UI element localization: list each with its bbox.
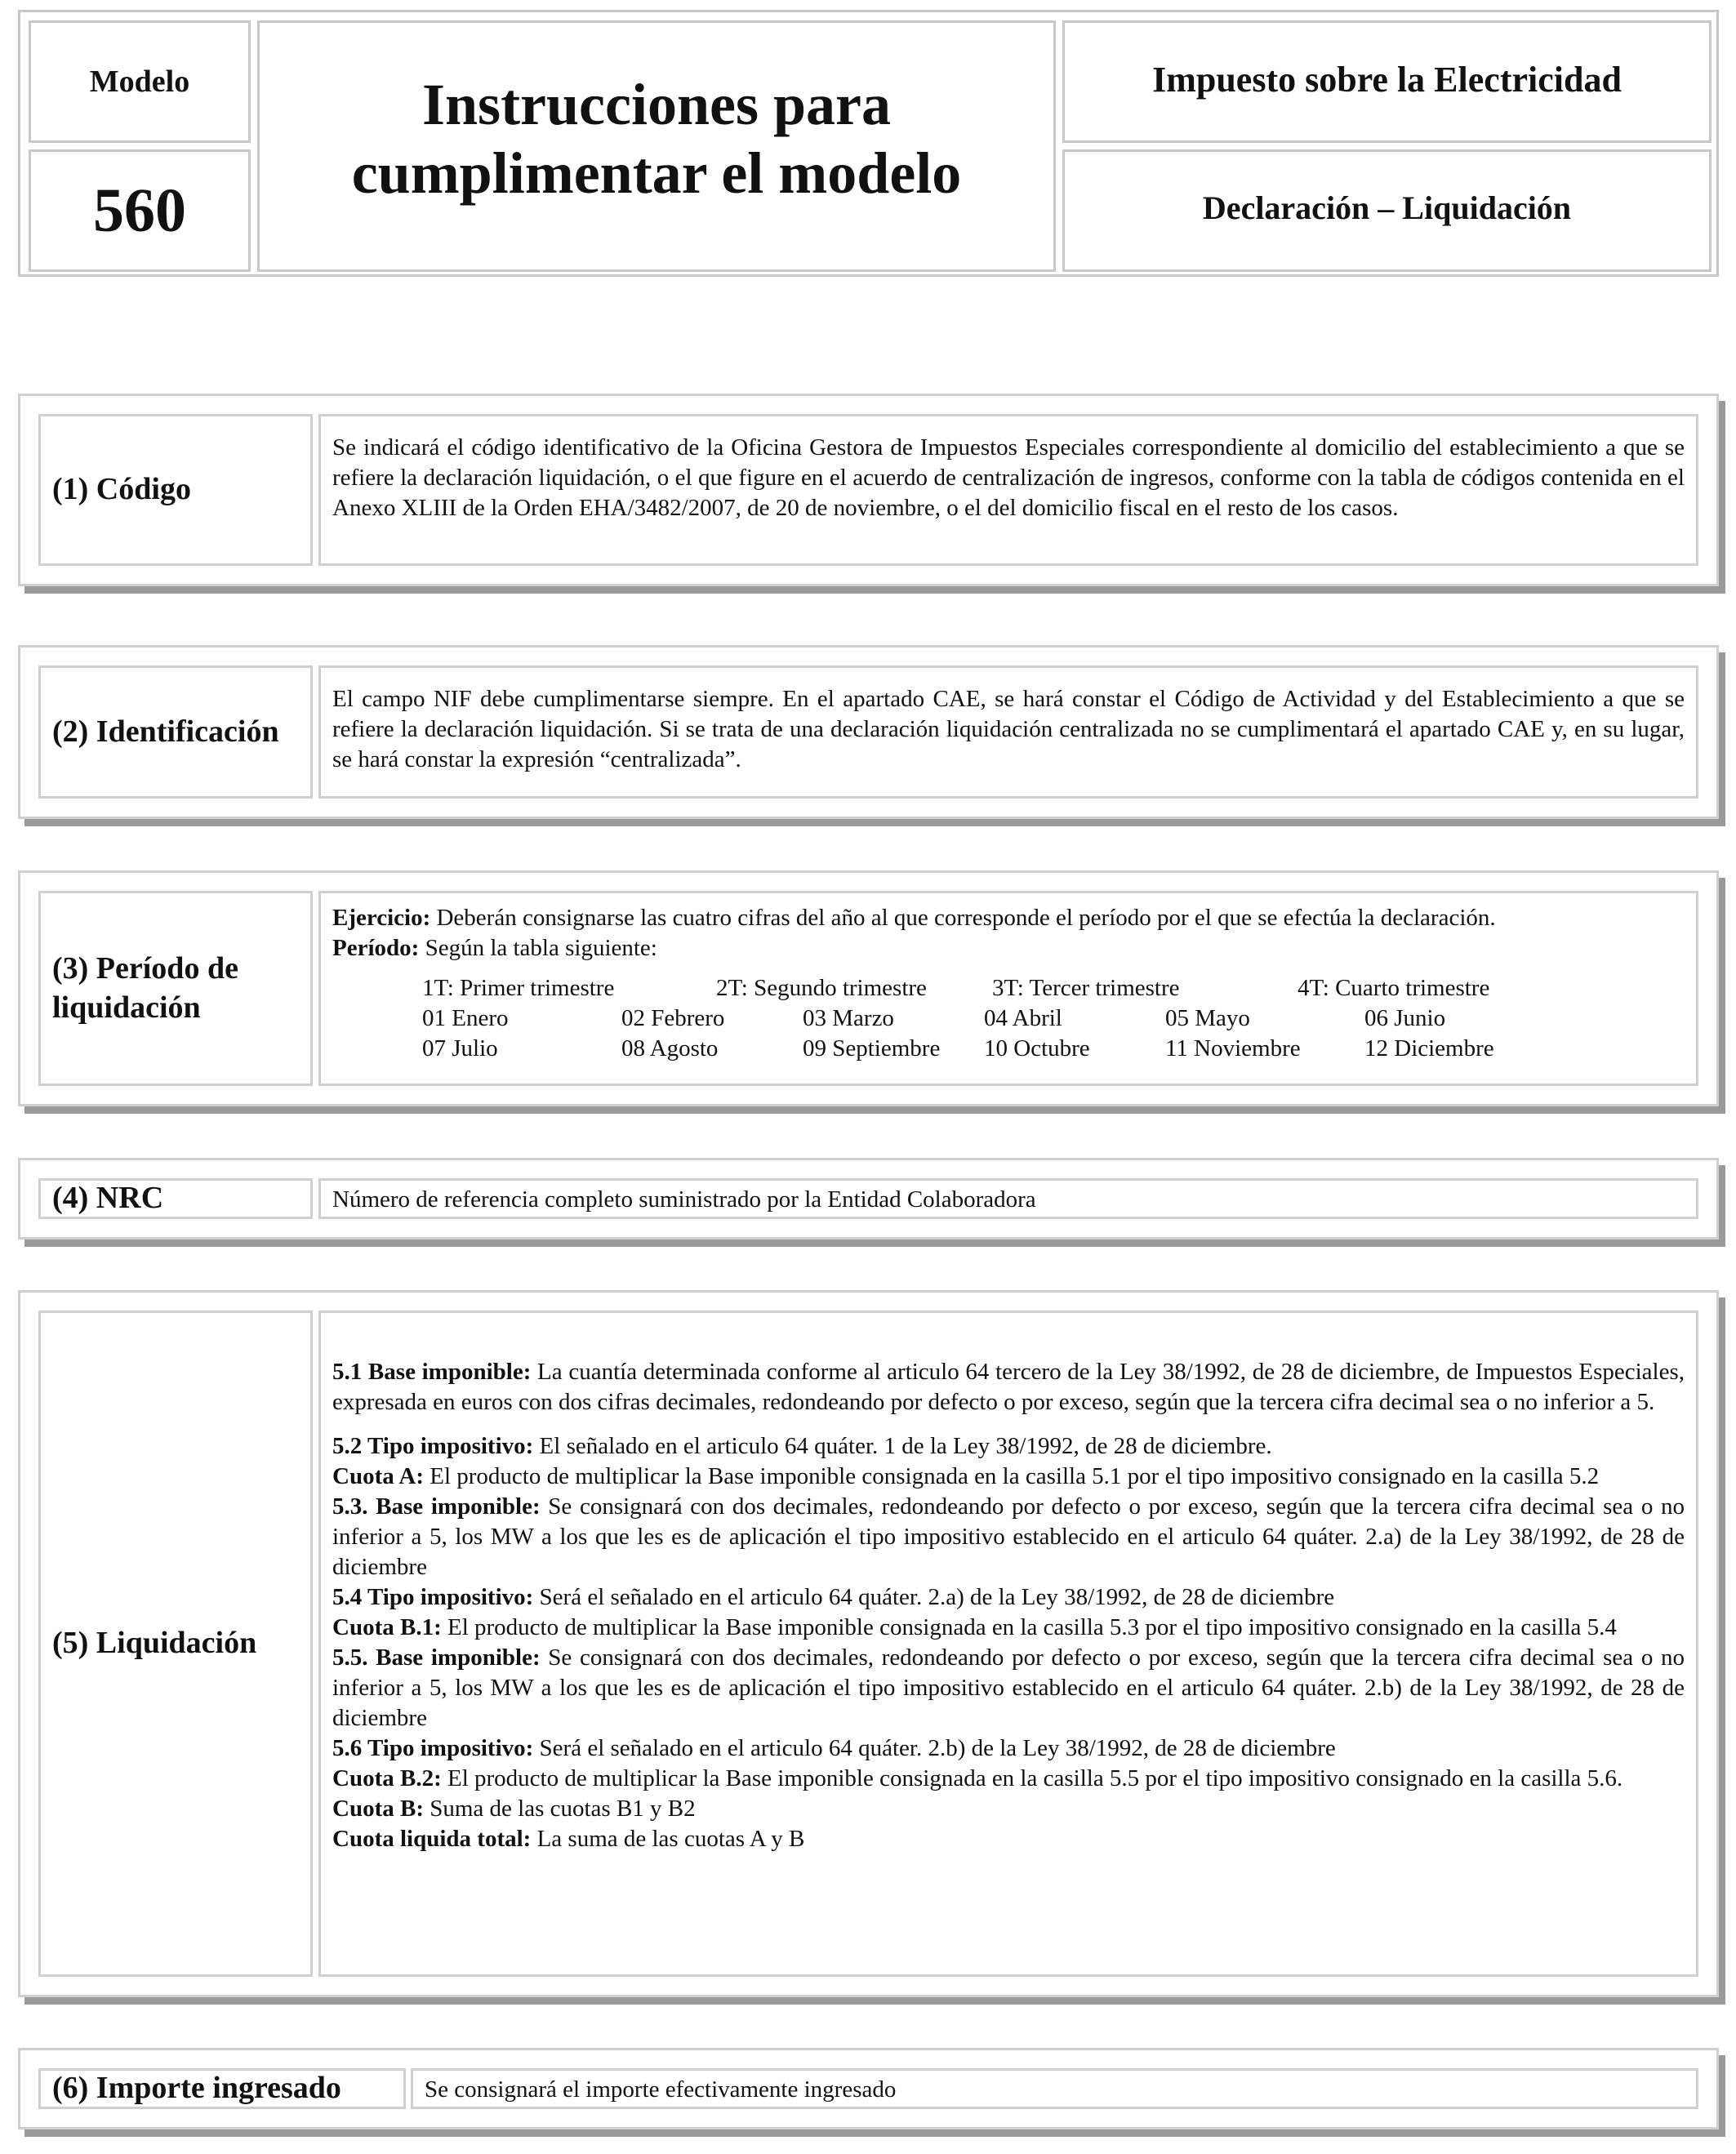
- period-quarter: 4T: Cuarto trimestre: [1298, 975, 1490, 1001]
- quarters-row: [422, 973, 1685, 1004]
- desc: Suma de las cuotas B1 y B2: [423, 1796, 696, 1822]
- section-label: [38, 891, 313, 1086]
- document-title: [257, 20, 1056, 272]
- ejercicio-desc: Deberán consignarse las cuatro cifras del año al que corresponde el período por el que se efectúa la declaración.: [430, 905, 1496, 931]
- desc: El producto de multiplicar la Base imponible consignada en la casilla 5.3 por el tipo impositivo consignado en la casilla 5.4: [441, 1614, 1617, 1640]
- section-text: El campo NIF debe cumplimentarse siempre. En el apartado CAE, se hará constar el Código de Actividad y del Establecimiento a que se refiere la declaración liquidación. Si se trata de una declaración liquidación centralizada no se cumplimentará el apartado CAE y, en su lugar, se hará constar la expresión “centralizada”.: [318, 665, 1698, 799]
- period-month: 07 Julio: [422, 1035, 498, 1061]
- section-text: Número de referencia completo suministrado por la Entidad Colaboradora: [318, 1178, 1698, 1219]
- months-row: [422, 1004, 1685, 1034]
- period-month: 12 Diciembre: [1364, 1035, 1494, 1061]
- form-header: [18, 10, 1719, 277]
- cuota-a: [332, 1462, 1685, 1492]
- tipo-impositivo-5-2: [332, 1431, 1685, 1462]
- modelo-number: 560: [29, 149, 251, 272]
- section-importe-ingresado: [18, 2048, 1719, 2130]
- term: 5.6 Tipo impositivo:: [332, 1735, 534, 1761]
- term: 5.1 Base imponible:: [332, 1359, 532, 1385]
- period-month: 04 Abril: [984, 1005, 1062, 1031]
- section-label: (2) Identificación: [38, 665, 313, 799]
- section-text: [318, 891, 1698, 1086]
- ejercicio-line: [332, 903, 1685, 933]
- base-imponible-5-5: [332, 1643, 1685, 1733]
- period-month: 02 Febrero: [621, 1005, 725, 1031]
- period-month: 05 Mayo: [1165, 1005, 1250, 1031]
- cuota-liquida-total: [332, 1824, 1685, 1854]
- term: 5.2 Tipo impositivo:: [332, 1433, 534, 1459]
- desc: El señalado en el articulo 64 quáter. 1 de la Ley 38/1992, de 28 de diciembre.: [533, 1433, 1272, 1459]
- period-month: 09 Septiembre: [803, 1035, 941, 1061]
- tipo-impositivo-5-4: [332, 1582, 1685, 1613]
- desc: Se consignará con dos decimales, redondeando por defecto o por exceso, según que la tercera cifra decimal sea o no inferior a 5, los MW a los que les es de aplicación el tipo impositivo establecido en el articulo 64 quáter. 2.b) de la Ley 38/1992, de 28 de diciembre: [332, 1644, 1685, 1731]
- modelo-label: Modelo: [29, 20, 251, 143]
- period-quarter: 3T: Tercer trimestre: [992, 975, 1180, 1001]
- desc: Será el señalado en el articulo 64 quáter. 2.a) de la Ley 38/1992, de 28 de diciembre: [533, 1584, 1335, 1610]
- term: Cuota B.2:: [332, 1765, 442, 1791]
- label-line-2: liquidación: [52, 990, 201, 1025]
- months-row: [422, 1034, 1685, 1064]
- term: Cuota A:: [332, 1463, 424, 1489]
- desc: El producto de multiplicar la Base imponible consignada en la casilla 5.5 por el tipo impositivo consignado en la casilla 5.6.: [441, 1765, 1623, 1791]
- term: 5.5. Base imponible:: [332, 1644, 541, 1671]
- title-line-1: Instrucciones para: [421, 71, 891, 137]
- period-month: 08 Agosto: [621, 1035, 719, 1061]
- label-line-1: (3) Período de: [52, 951, 238, 986]
- desc: La cuantía determinada conforme al articulo 64 tercero de la Ley 38/1992, de 28 de diciembre, de Impuestos Especiales, expresada en euros con dos cifras decimales, redondeando por defecto o por exceso, según que la tercera cifra decimal sea o no inferior a 5.: [332, 1359, 1685, 1415]
- period-month: 03 Marzo: [803, 1005, 894, 1031]
- periodo-line: [332, 933, 1685, 964]
- section-label: (6) Importe ingresado: [38, 2068, 406, 2109]
- period-month: 10 Octubre: [984, 1035, 1090, 1061]
- ejercicio-term: Ejercicio:: [332, 905, 431, 931]
- section-label: (4) NRC: [38, 1178, 313, 1219]
- period-table: [422, 973, 1685, 1064]
- section-text: [318, 1311, 1698, 1977]
- tax-name: Impuesto sobre la Electricidad: [1062, 20, 1712, 143]
- section-liquidacion: [18, 1290, 1719, 1997]
- period-month: 11 Noviembre: [1165, 1035, 1301, 1061]
- term: Cuota liquida total:: [332, 1826, 532, 1852]
- section-codigo: [18, 394, 1719, 586]
- base-imponible-5-1: [332, 1357, 1685, 1417]
- section-identificacion: [18, 645, 1719, 819]
- term: Cuota B.1:: [332, 1614, 442, 1640]
- form-type: Declaración – Liquidación: [1062, 149, 1712, 272]
- cuota-b1: [332, 1613, 1685, 1643]
- periodo-term: Período:: [332, 935, 420, 961]
- title-line-2: cumplimentar el modelo: [351, 140, 962, 206]
- period-quarter: 2T: Segundo trimestre: [716, 975, 927, 1001]
- period-month: 06 Junio: [1364, 1005, 1446, 1031]
- term: Cuota B:: [332, 1796, 424, 1822]
- section-label: (5) Liquidación: [38, 1311, 313, 1977]
- tipo-impositivo-5-6: [332, 1733, 1685, 1764]
- section-label: (1) Código: [38, 414, 313, 566]
- period-quarter: 1T: Primer trimestre: [422, 975, 615, 1001]
- base-imponible-5-3: [332, 1492, 1685, 1582]
- desc: Se consignará con dos decimales, redondeando por defecto o por exceso, según que la tercera cifra decimal sea o no inferior a 5, los MW a los que les es de aplicación el tipo impositivo establecido en el articulo 64 quáter. 2.a) de la Ley 38/1992, de 28 de diciembre: [332, 1493, 1685, 1580]
- desc: El producto de multiplicar la Base imponible consignada en la casilla 5.1 por el tipo impositivo consignado en la casilla 5.2: [423, 1463, 1600, 1489]
- section-nrc: [18, 1158, 1719, 1239]
- term: 5.3. Base imponible:: [332, 1493, 541, 1520]
- desc: La suma de las cuotas A y B: [531, 1826, 805, 1852]
- section-periodo: [18, 870, 1719, 1106]
- section-text: Se indicará el código identificativo de la Oficina Gestora de Impuestos Especiales correspondiente al domicilio del establecimiento a que se refiere la declaración liquidación, o el que figure en el acuerdo de centralización de ingresos, conforme con la tabla de códigos contenida en el Anexo XLIII de la Orden EHA/3482/2007, de 20 de noviembre, o el del domicilio fiscal en el resto de los casos.: [318, 414, 1698, 566]
- periodo-desc: Según la tabla siguiente:: [419, 935, 657, 961]
- desc: Será el señalado en el articulo 64 quáter. 2.b) de la Ley 38/1992, de 28 de diciembre: [533, 1735, 1336, 1761]
- term: 5.4 Tipo impositivo:: [332, 1584, 534, 1610]
- cuota-b: [332, 1794, 1685, 1824]
- cuota-b2: [332, 1764, 1685, 1794]
- section-text: Se consignará el importe efectivamente ingresado: [411, 2068, 1698, 2109]
- period-month: 01 Enero: [422, 1005, 509, 1031]
